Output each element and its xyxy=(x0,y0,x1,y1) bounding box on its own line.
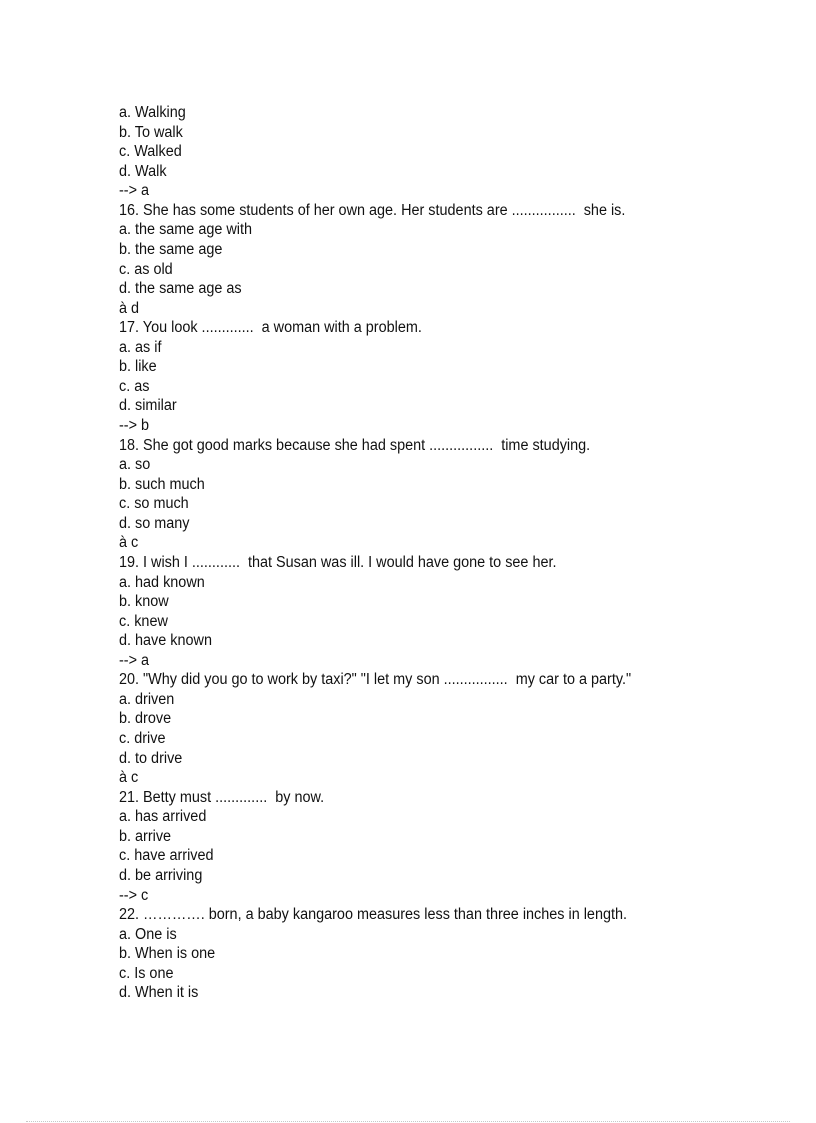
option-line: a. One is xyxy=(119,925,177,943)
option-line: c. knew xyxy=(119,612,168,630)
question-19: 19. I wish I ............ that Susan was ill. I would have gone to see her. xyxy=(119,553,557,571)
option-line: b. such much xyxy=(119,475,205,493)
option-line: d. Walk xyxy=(119,162,167,180)
answer-line: à c xyxy=(119,769,139,787)
option-line: b. To walk xyxy=(119,123,183,141)
option-line: a. Walking xyxy=(119,104,186,121)
answer-line: à c xyxy=(119,534,139,552)
question-21: 21. Betty must ............. by now. xyxy=(119,788,325,806)
option-line: d. the same age as xyxy=(119,280,242,298)
option-line: d. be arriving xyxy=(119,866,203,884)
question-17: 17. You look ............. a woman with a problem. xyxy=(119,319,422,337)
option-line: b. like xyxy=(119,358,157,376)
option-line: d. to drive xyxy=(119,749,183,767)
answer-line: --> c xyxy=(119,886,149,904)
option-line: b. drove xyxy=(119,710,172,728)
option-line: c. as xyxy=(119,377,150,395)
option-line: a. has arrived xyxy=(119,808,207,826)
option-line: c. have arrived xyxy=(119,847,214,865)
question-20: 20. "Why did you go to work by taxi?" "I let my son ................ my car to a party." xyxy=(119,671,632,689)
option-line: a. had known xyxy=(119,573,205,591)
question-16: 16. She has some students of her own age. Her students are ................ she is. xyxy=(119,201,626,219)
answer-line: à d xyxy=(119,299,140,317)
answer-line: --> b xyxy=(119,417,150,434)
option-line: b. know xyxy=(119,593,169,611)
option-line: c. Is one xyxy=(119,964,174,982)
option-line: d. so many xyxy=(119,514,190,532)
document-body xyxy=(119,103,739,1003)
option-line: a. driven xyxy=(119,690,175,708)
answer-line: --> a xyxy=(119,182,150,200)
option-line: c. so much xyxy=(119,495,189,513)
answer-line: --> a xyxy=(119,651,150,669)
option-line: b. When is one xyxy=(119,945,216,963)
option-line: a. the same age with xyxy=(119,221,253,239)
option-line: d. similar xyxy=(119,397,177,415)
page-bottom-divider xyxy=(26,1121,790,1122)
question-22: 22. …………. born, a baby kangaroo measures less than three inches in length. xyxy=(119,906,628,924)
option-line: d. have known xyxy=(119,632,212,650)
option-line: d. When it is xyxy=(119,984,199,1002)
option-line: c. drive xyxy=(119,730,166,747)
option-line: b. arrive xyxy=(119,827,172,845)
question-18: 18. She got good marks because she had spent ................ time studying. xyxy=(119,436,591,454)
option-line: b. the same age xyxy=(119,240,223,258)
option-line: a. as if xyxy=(119,338,162,356)
option-line: c. Walked xyxy=(119,143,182,161)
option-line: c. as old xyxy=(119,260,173,278)
option-line: a. so xyxy=(119,456,151,474)
